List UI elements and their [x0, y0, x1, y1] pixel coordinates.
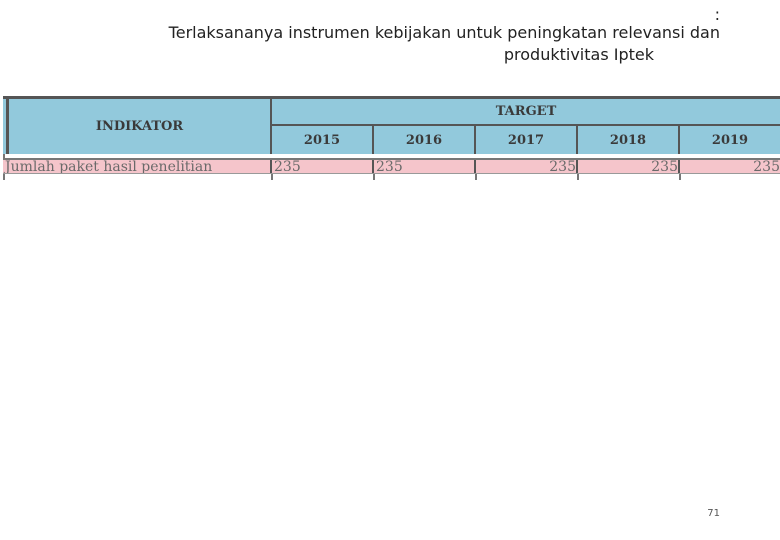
tick [3, 174, 5, 180]
row-value-2018: 235 [578, 160, 680, 173]
tick [577, 174, 579, 180]
tick [373, 174, 375, 180]
row-value-2017: 235 [476, 160, 578, 173]
header-target: TARGET [272, 99, 780, 126]
header-year-2019: 2019 [711, 132, 749, 148]
row-value-2016: 235 [374, 160, 476, 173]
table-row [3, 158, 780, 174]
row-value-2015: 235 [272, 160, 374, 173]
header-year-2017: 2017 [476, 126, 578, 154]
tick [271, 174, 273, 180]
table-header [3, 96, 780, 154]
heading-line-2: produktivitas Iptek [503, 45, 654, 64]
slide-heading [150, 5, 720, 66]
tick [475, 174, 477, 180]
header-indikator: INDIKATOR [6, 99, 272, 154]
page-number: 71 [707, 508, 720, 519]
target-table [3, 96, 780, 180]
tick [679, 174, 681, 180]
row-indikator: Jumlah paket hasil penelitian [3, 160, 272, 173]
header-year-2018: 2018 [578, 126, 680, 154]
header-year-2015: 2015 [272, 126, 374, 154]
header-year-2016: 2016 [374, 126, 476, 154]
heading-line-1: Terlaksananya instrumen kebijakan untuk peningkatan relevansi dan [168, 23, 720, 42]
row-value-2019: 235 [753, 160, 780, 173]
row-bottom-ticks [3, 174, 780, 180]
heading-colon: : [714, 5, 720, 24]
